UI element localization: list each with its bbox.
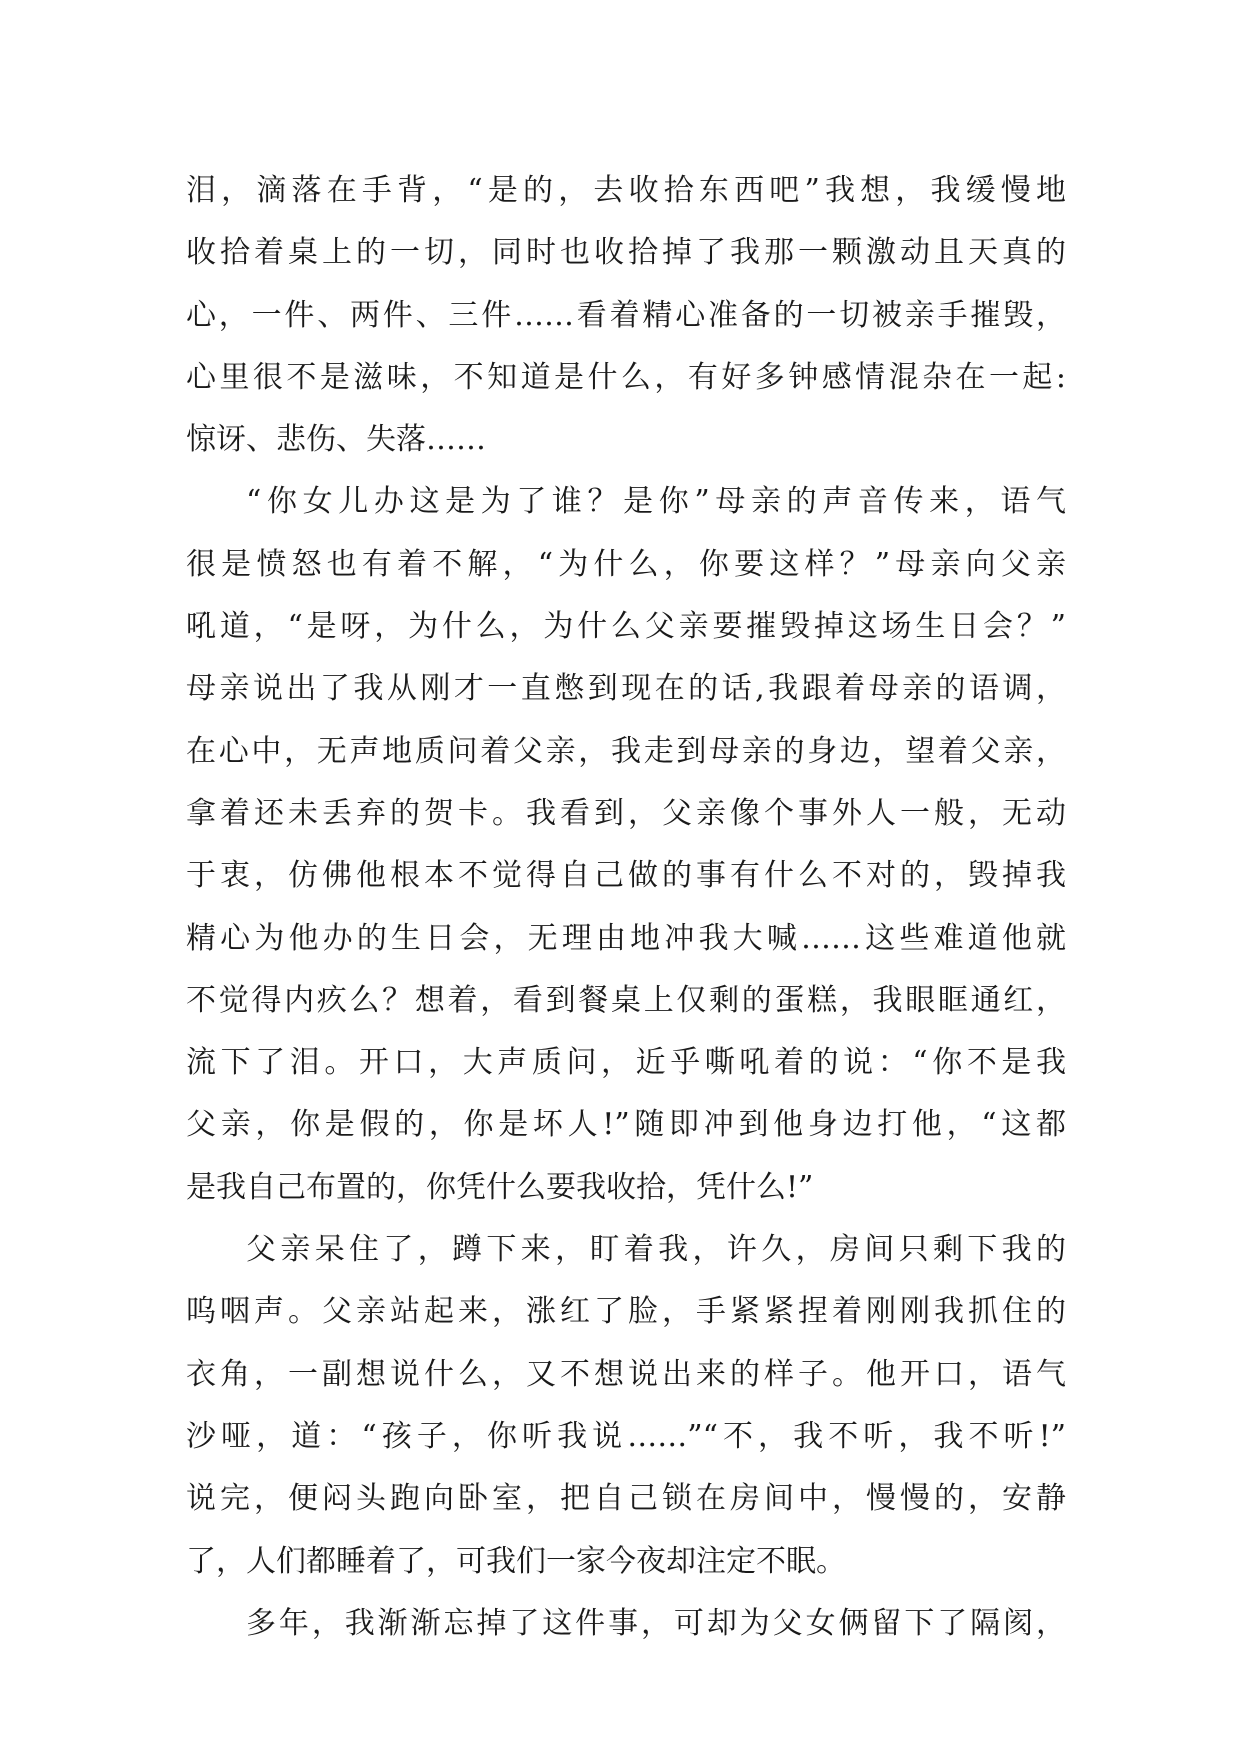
text-line: 是我自己布置的，你凭什么要我收拾，凭什么!”: [186, 1169, 814, 1205]
text-line: 于衷，仿佛他根本不觉得自己做的事有什么不对的，毁掉我: [186, 858, 1066, 894]
paragraph-start-line: “你女儿办这是为了谁？是你”母亲的声音传来，语气: [246, 484, 1066, 520]
text-line: 在心中，无声地质问着父亲，我走到母亲的身边，望着父亲，: [186, 733, 1066, 769]
text-line: 泪，滴落在手背，“是的，去收拾东西吧”我想，我缓慢地: [186, 173, 1066, 208]
text-line: 收拾着桌上的一切，同时也收拾掉了我那一颗激动且天真的: [186, 235, 1066, 271]
text-line: 呜咽声。父亲站起来，涨红了脸，手紧紧捏着刚刚我抓住的: [186, 1294, 1066, 1330]
text-line: 衣角，一副想说什么，又不想说出来的样子。他开口，语气: [186, 1356, 1066, 1392]
text-line: 流下了泪。开口，大声质问，近乎嘶吼着的说：“你不是我: [186, 1045, 1066, 1081]
text-line: 父亲，你是假的，你是坏人!”随即冲到他身边打他，“这都: [186, 1107, 1066, 1143]
text-line: 心，一件、两件、三件……看着精心准备的一切被亲手摧毁，: [186, 297, 1066, 333]
text-line: 很是愤怒也有着不解，“为什么，你要这样？”母亲向父亲: [186, 546, 1066, 582]
paragraph-start-line: 父亲呆住了，蹲下来，盯着我，许久，房间只剩下我的: [246, 1232, 1066, 1268]
text-line: 惊讶、悲伤、失落……: [186, 422, 486, 458]
text-line: 说完，便闷头跑向卧室，把自己锁在房间中，慢慢的，安静: [186, 1481, 1066, 1517]
paragraph-start-line: 多年，我渐渐忘掉了这件事，可却为父女俩留下了隔阂，: [246, 1605, 1066, 1641]
text-line: 了，人们都睡着了，可我们一家今夜却注定不眠。: [186, 1543, 846, 1579]
text-line: 母亲说出了我从刚才一直憋到现在的话,我跟着母亲的语调，: [186, 671, 1066, 707]
text-line: 心里很不是滋味，不知道是什么，有好多钟感情混杂在一起:: [186, 359, 1066, 395]
body-text: [186, 160, 1066, 1655]
text-line: 不觉得内疚么？想着，看到餐桌上仅剩的蛋糕，我眼眶通红，: [186, 982, 1066, 1018]
text-line: 拿着还未丢弃的贺卡。我看到，父亲像个事外人一般，无动: [186, 795, 1066, 831]
text-line: 精心为他办的生日会，无理由地冲我大喊……这些难道他就: [186, 920, 1066, 956]
text-line: 吼道，“是呀，为什么，为什么父亲要摧毁掉这场生日会？”: [186, 609, 1066, 645]
text-line: 沙哑，道：“孩子，你听我说……”“不，我不听，我不听!”: [186, 1418, 1066, 1454]
